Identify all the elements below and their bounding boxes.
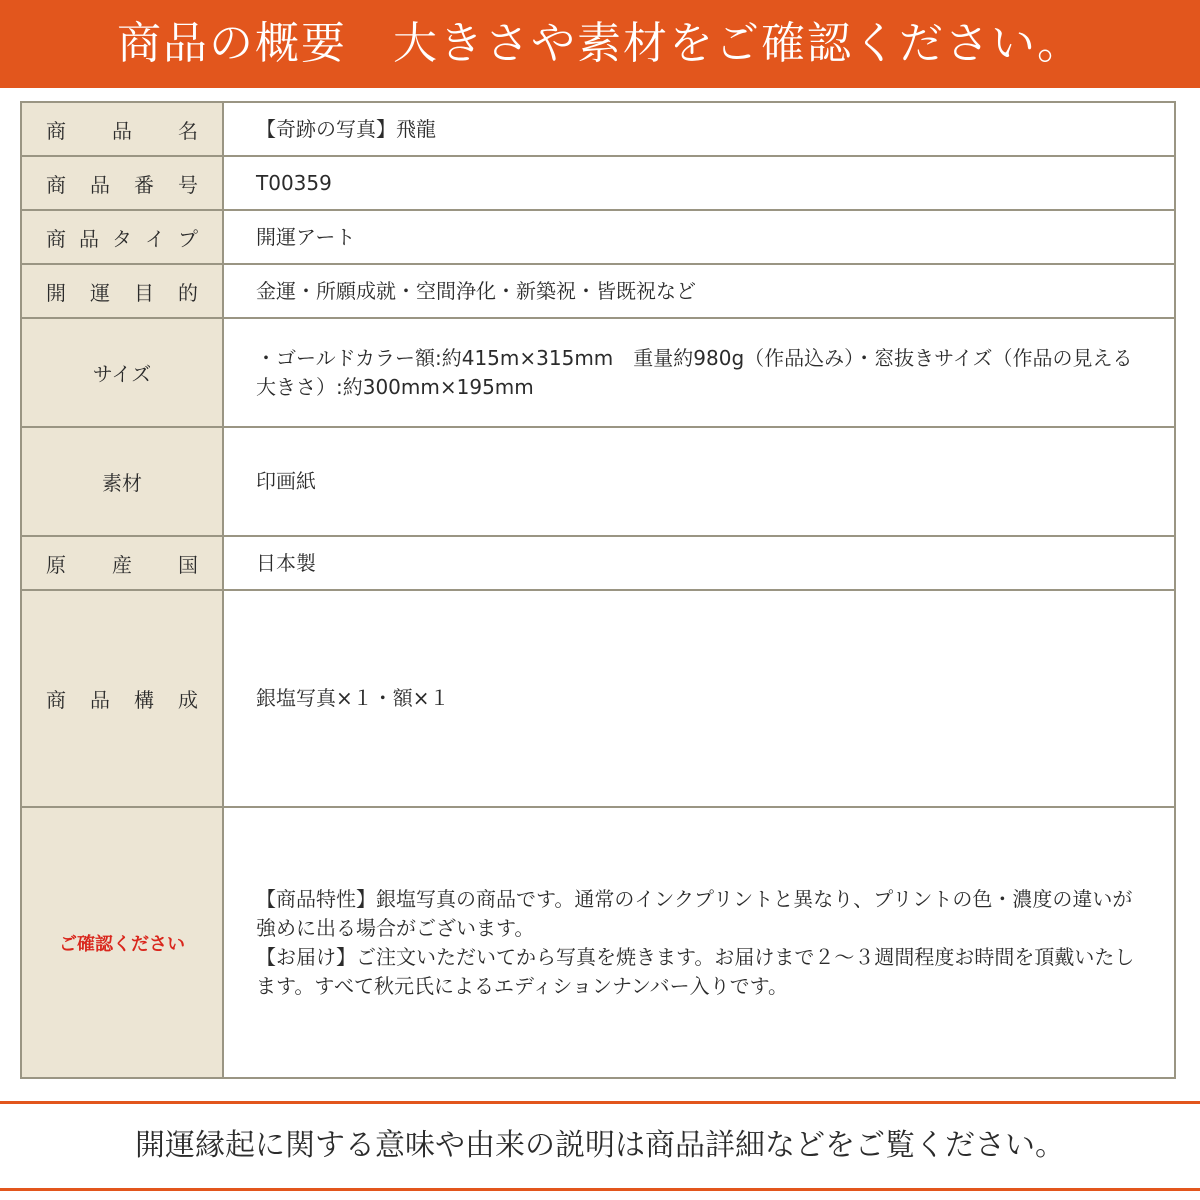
- spec-value-product-number: T00359: [223, 156, 1175, 210]
- spec-value-size: ・ゴールドカラー額:約415m×315mm 重量約980g（作品込み）・窓抜きサイズ（作品の見える大きさ）:約300mm×195mm: [223, 318, 1175, 427]
- spec-label-product-type: 商 品 タ イ プ: [21, 210, 223, 264]
- footer-bottom-rule: [0, 1188, 1200, 1191]
- spec-value-purpose: 金運・所願成就・空間浄化・新築祝・皆既祝など: [223, 264, 1175, 318]
- product-spec-table: [20, 101, 1176, 1079]
- spec-row-notice: [21, 807, 1175, 1078]
- notice-product-characteristics: 【商品特性】銀塩写真の商品です。通常のインクプリントと異なり、プリントの色・濃度の違いが強めに出る場合がございます。: [256, 886, 1133, 940]
- footer-note: 開運縁起に関する意味や由来の説明は商品詳細などをご覧ください。: [135, 1128, 1065, 1163]
- spec-row-size: [21, 318, 1175, 427]
- spec-row-material: [21, 427, 1175, 536]
- spec-value-product-type: 開運アート: [223, 210, 1175, 264]
- spec-value-origin: 日本製: [223, 536, 1175, 590]
- spec-row-contents: [21, 590, 1175, 807]
- notice-delivery: 【お届け】ご注文いただいてから写真を焼きます。お届けまで２～３週間程度お時間を頂戴いたします。すべて秋元氏によるエディションナンバー入りです。: [256, 944, 1135, 998]
- notice-label-text: ご確認ください: [59, 933, 185, 955]
- spec-label-origin: 原 産 国: [21, 536, 223, 590]
- spec-row-product-type: [21, 210, 1175, 264]
- spec-value-product-name: 【奇跡の写真】飛龍: [223, 102, 1175, 156]
- spec-label-material: 素材: [21, 427, 223, 536]
- spec-value-notice: [223, 807, 1175, 1078]
- spec-value-contents: 銀塩写真×１・額×１: [223, 590, 1175, 807]
- spec-label-product-number: 商 品 番 号: [21, 156, 223, 210]
- page-header-banner: 商品の概要 大きさや素材をご確認ください。: [0, 0, 1200, 88]
- spec-label-contents: 商 品 構 成: [21, 590, 223, 807]
- spec-label-notice: [21, 807, 223, 1078]
- spec-label-product-name: 商 品 名: [21, 102, 223, 156]
- spec-label-purpose: 開 運 目 的: [21, 264, 223, 318]
- spec-row-origin: [21, 536, 1175, 590]
- spec-row-product-number: [21, 156, 1175, 210]
- spec-row-purpose: [21, 264, 1175, 318]
- spec-label-size: サイズ: [21, 318, 223, 427]
- spec-value-material: 印画紙: [223, 427, 1175, 536]
- spec-row-product-name: [21, 102, 1175, 156]
